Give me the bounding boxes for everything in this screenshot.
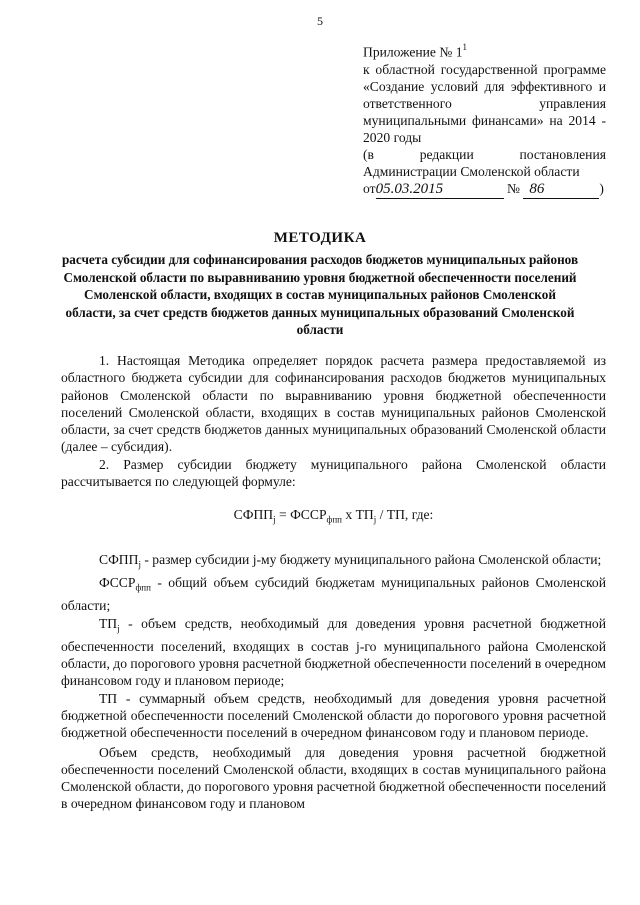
definition-fssr: $ФССР_{фпп}$ - общий объем субсидий бюджетам муниципальных районов Смоленской области; bbox=[61, 575, 606, 614]
appendix-date-line: от05.03.2015 № 86 ) bbox=[363, 180, 604, 197]
definition-tpj: $ТП_j$ - объем средств, необходимый для доведения уровня расчетной бюджетной обеспеченности поселений, входящих в состав j-го муниципального района Смоленской области, до порогового уровня расчетной бюджетной обеспеченности поселений в очередном финансовом году и плановом периоде; bbox=[61, 615, 606, 689]
number-handwritten: 86 bbox=[523, 181, 599, 199]
document-subtitle: расчета субсидии для софинансирования расходов бюджетов муниципальных районов Смоленской области по выравниванию уровня бюджетной обеспеченности поселений Смоленской области, входящих в состав муниципальных районов Смоленской области, за счет средств бюджетов данных муниципальных образований Смоленской области bbox=[61, 252, 579, 337]
appendix-block bbox=[363, 40, 606, 199]
paragraph-1: 1. Настоящая Методика определяет порядок расчета размера предоставляемой из областного бюджета субсидии для софинансирования расходов бюджетов муниципальных районов Смоленской области по выравниванию уровня бюджетной обеспеченности поселений Смоленской области, входящих в состав муниципальных районов Смоленской области, за счет средств бюджетов данных муниципальных образований Смоленской области (далее – субсидия). bbox=[61, 353, 606, 455]
document-body bbox=[61, 352, 606, 813]
document-title: МЕТОДИКА bbox=[273, 230, 367, 246]
paragraph-2: 2. Размер субсидии бюджету муниципального района Смоленской области рассчитывается по следующей формуле: bbox=[61, 456, 606, 490]
appendix-program: к областной государственной программе «Создание условий для эффективного и ответственного управления муниципальными финансами» на 2014 - 2020 годы bbox=[363, 61, 606, 145]
appendix-edition: (в редакции постановления Администрации Смоленской области bbox=[363, 146, 606, 179]
formula: $СФПП_j$ = $ФССР_{фпп}$ х $ТП_j$ / ТП, где: bbox=[233, 507, 434, 526]
appendix-superscript: 1 bbox=[462, 42, 468, 52]
paragraph-volume: Объем средств, необходимый для доведения уровня расчетной бюджетной обеспеченности поселений Смоленской области, входящих в состав муниципального района Смоленской области, до порогового уровня расчетной бюджетной обеспеченности поселений в очередном финансовом году и плановом bbox=[61, 744, 606, 812]
definition-tp: ТП - суммарный объем средств, необходимый для доведения уровня расчетной бюджетной обеспеченности поселений Смоленской области до порогового уровня расчетной бюджетной обеспеченности поселений в очередном финансовом году и плановом периоде. bbox=[61, 690, 606, 741]
definition-sfpp: $СФПП_j$ - размер субсидии j-му бюджету муниципального района Смоленской области; bbox=[99, 552, 602, 571]
date-handwritten: 05.03.2015 bbox=[376, 181, 504, 199]
page-number: 5 bbox=[317, 14, 323, 28]
appendix-title: Приложение № $1^1$ bbox=[363, 42, 468, 60]
